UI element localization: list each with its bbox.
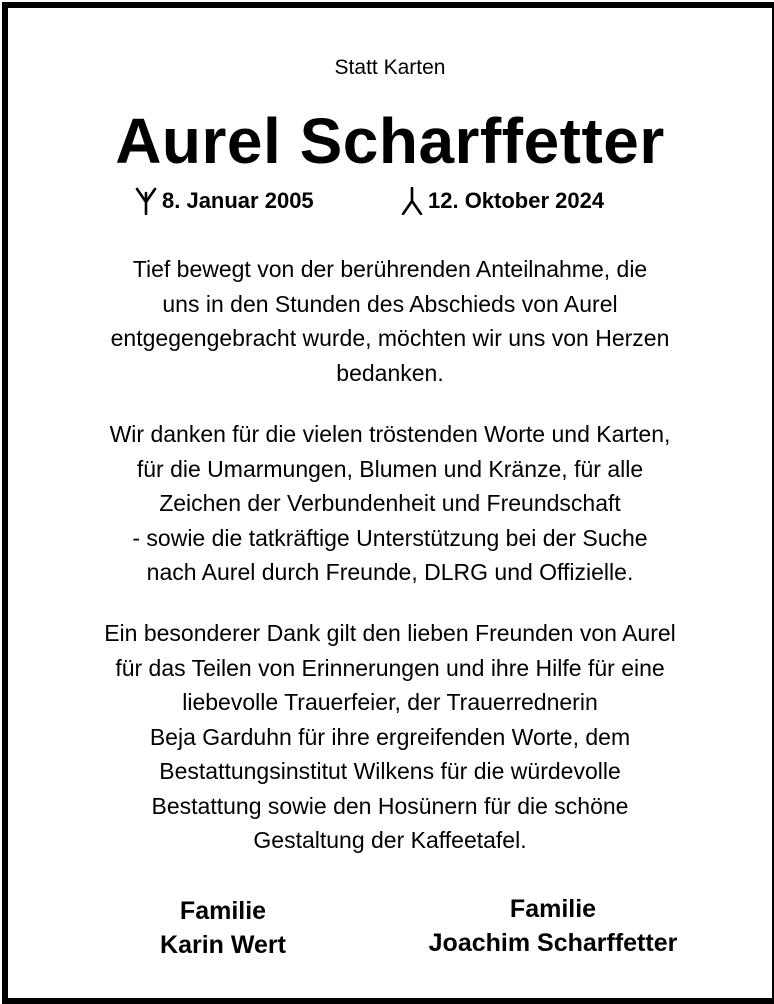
signature-family-wert <box>113 894 333 962</box>
paragraph-line: Beja Garduhn für ihre ergreifenden Worte, dem <box>149 723 631 750</box>
paragraph-line: Zeichen der Verbundenheit und Freundschaft <box>159 490 621 516</box>
paragraph-line: bedanken. <box>336 359 444 386</box>
header-statt-karten: Statt Karten <box>334 56 446 79</box>
paragraph-line: Bestattung sowie den Hosünern für die schöne <box>151 792 629 819</box>
thanks-paragraph-1 <box>28 252 752 390</box>
obituary-card <box>2 2 774 1004</box>
death-date: 12. Oktober 2024 <box>428 188 605 213</box>
signature-name: Karin Wert <box>160 931 286 959</box>
birth-date-block <box>134 184 314 218</box>
paragraph-line: Ein besonderer Dank gilt den lieben Freunden von Aurel <box>104 620 676 646</box>
signature-label: Familie <box>509 895 597 923</box>
paragraph-line: Bestattungsinstitut Wilkens für die würdevolle <box>159 758 621 784</box>
signature-family-scharffetter <box>378 892 728 960</box>
signature-name: Joachim Scharffetter <box>428 929 678 957</box>
paragraph-line: Gestaltung der Kaffeetafel. <box>253 827 527 853</box>
birth-date: 8. Januar 2005 <box>162 188 314 213</box>
deceased-name: Aurel Scharffetter <box>115 105 665 177</box>
paragraph-line: für das Teilen von Erinnerungen und ihre Hilfe für eine <box>115 654 665 681</box>
death-rune-icon <box>400 187 424 215</box>
paragraph-line: für die Umarmungen, Blumen und Kränze, für alle <box>136 455 644 482</box>
life-dates <box>8 184 772 218</box>
paragraph-line: uns in den Stunden des Abschieds von Aurel <box>162 290 618 317</box>
birth-rune-icon <box>134 187 158 215</box>
paragraph-line: Tief bewegt von der berührenden Anteilnahme, die <box>132 256 648 282</box>
paragraph-line: Wir danken für die vielen tröstenden Worte und Karten, <box>109 421 671 447</box>
thanks-paragraph-2 <box>28 417 752 590</box>
paragraph-line: liebevolle Trauerfeier, der Trauerrednerin <box>182 689 598 715</box>
death-date-block <box>400 184 604 218</box>
paragraph-line: entgegengebracht wurde, möchten wir uns von Herzen <box>110 325 670 351</box>
thanks-paragraph-3 <box>28 616 752 858</box>
paragraph-line: - sowie die tatkräftige Unterstützung bei der Suche <box>132 524 648 551</box>
paragraph-line: nach Aurel durch Freunde, DLRG und Offizielle. <box>146 559 634 585</box>
signature-label: Familie <box>179 897 267 925</box>
